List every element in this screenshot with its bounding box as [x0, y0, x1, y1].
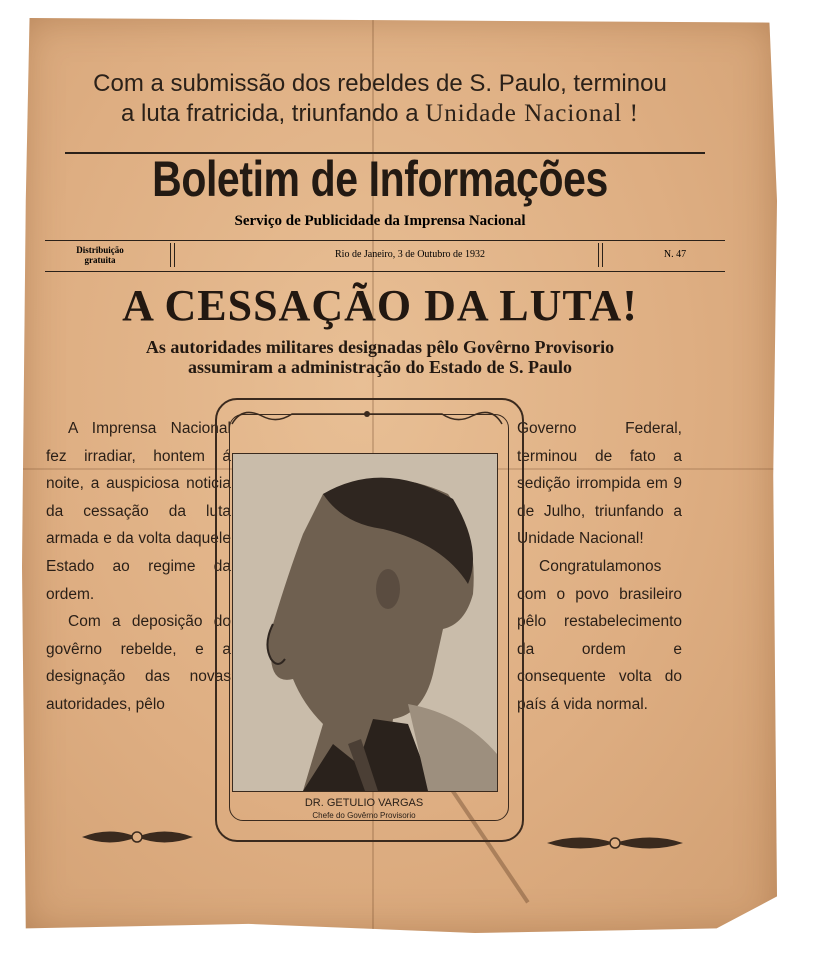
frame-scroll-ornament-top: [222, 404, 512, 434]
right-paragraph-2: Congratulamonos com o povo brasileiro pêlo restabelecimento da ordem e consequente volta do país á vida normal.: [517, 557, 682, 713]
info-bar: [45, 240, 725, 272]
top-notice-line2-text: a luta fratricida, triunfando a: [121, 100, 426, 127]
flourish-ornament-left: [80, 822, 195, 852]
portrait-photo: [232, 453, 498, 792]
top-notice-line1: Com a submissão dos rebeldes de S. Paulo, terminou: [93, 70, 667, 97]
main-headline: A CESSAÇÃO DA LUTA!: [122, 281, 638, 330]
right-column: [517, 415, 682, 719]
headline-deck-line1: As autoridades militares designadas pêlo Govêrno Provisorio: [145, 337, 615, 357]
info-bar-divider: [598, 243, 603, 267]
masthead-title: Boletim de Informações: [152, 151, 608, 207]
top-notice-emphasis: Unidade Nacional !: [425, 100, 639, 127]
distribution-line2: gratuita: [84, 255, 116, 265]
headline-deck-line2: assumiram a administração do Estado de S. Paulo: [187, 357, 573, 377]
issue-number: N. 47: [663, 249, 687, 260]
portrait-caption-role: Chefe do Govêrno Provisorio: [312, 811, 416, 820]
left-paragraph-1: A Imprensa Nacional fez irradiar, hontem á noite, a auspiciosa noticia da cessação da luta armada e da volta daquele Estado ao regime da ordem.: [46, 420, 231, 603]
masthead-subtitle: Serviço de Publicidade da Imprensa Nacional: [234, 213, 526, 229]
right-paragraph-1: Governo Federal, terminou de fato a sedição irrompida em 9 de Julho, triunfando a Unidade Nacional!: [517, 420, 682, 548]
distribution-note: [65, 245, 135, 265]
portrait-caption-name: DR. GETULIO VARGAS: [304, 797, 424, 809]
portrait-image: [233, 454, 497, 791]
top-notice-line2: [40, 100, 720, 128]
issue-date: Rio de Janeiro, 3 de Outubro de 1932: [335, 249, 485, 260]
distribution-line1: Distribuição: [76, 245, 124, 255]
left-column: [46, 415, 231, 719]
flourish-ornament-right: [545, 828, 685, 858]
info-bar-divider: [170, 243, 175, 267]
left-paragraph-2: Com a deposição do govêrno rebelde, e a designação das novas autoridades, pêlo: [46, 613, 231, 713]
